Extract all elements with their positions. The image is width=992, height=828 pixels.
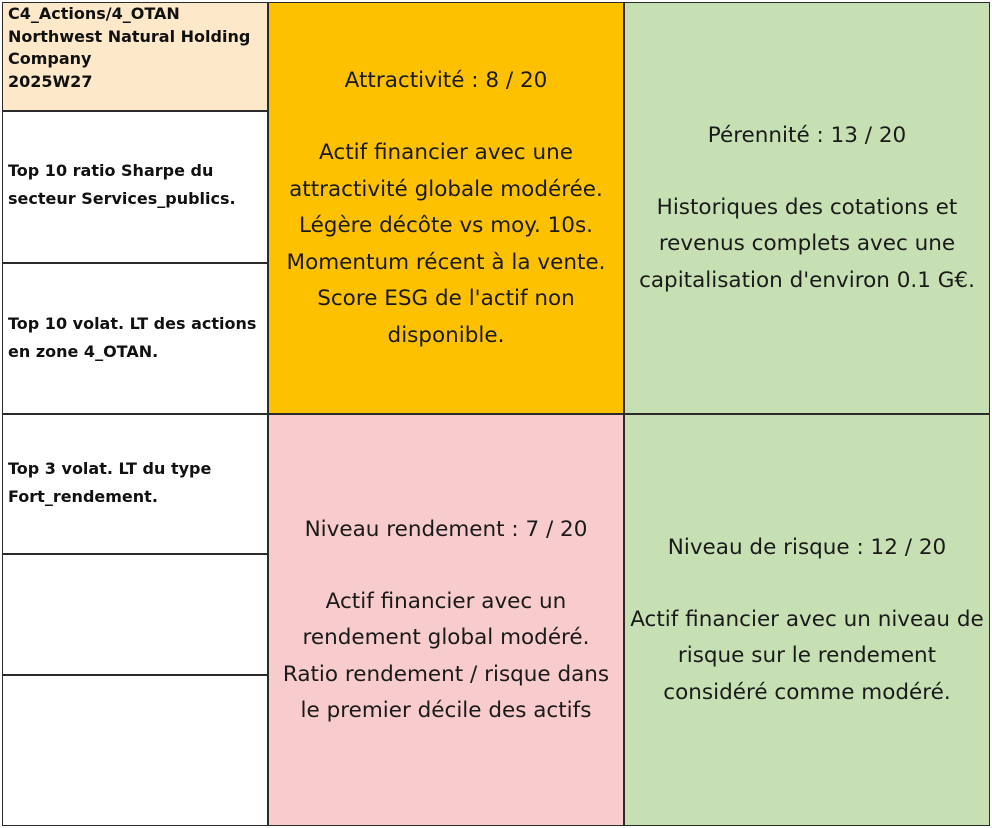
attractivite-card	[268, 2, 624, 414]
ranking-text-line: Top 3 volat. LT du type	[8, 459, 212, 478]
ranking-text-line: Fort_rendement.	[8, 487, 158, 506]
perennite-score: Pérennité : 13 / 20	[707, 122, 907, 148]
perennite-description: Historiques des cotations et revenus complets avec une capitalisation d'environ 0.1 G€.	[639, 194, 975, 293]
asset-name-line-2: Company	[8, 49, 92, 68]
ranking-text-line: secteur Services_publics.	[8, 189, 236, 208]
attractivite-description: Actif financier avec une attractivité globale modérée. Légère décôte vs moy. 10s. Momentum récent à la vente. Score ESG de l'actif non disponible.	[286, 140, 606, 348]
rendement-score: Niveau rendement : 7 / 20	[304, 516, 588, 542]
asset-category: C4_Actions/4_OTAN	[8, 4, 180, 23]
ranking-row-volatility-zone	[2, 263, 268, 414]
asset-name-line-1: Northwest Natural Holding	[8, 26, 251, 46]
ranking-row-empty-2	[2, 675, 268, 826]
ranking-text-line: Top 10 ratio Sharpe du	[8, 161, 214, 180]
attractivite-score: Attractivité : 8 / 20	[344, 68, 548, 93]
risque-card	[624, 414, 990, 826]
rendement-description: Actif financier avec un rendement global modéré. Ratio rendement / risque dans le premier décile des actifs	[282, 588, 610, 723]
ranking-row-sharpe	[2, 111, 268, 263]
risque-score: Niveau de risque : 12 / 20	[667, 534, 947, 560]
ranking-row-empty-1	[2, 554, 268, 675]
asset-week: 2025W27	[8, 71, 93, 91]
perennite-card	[624, 2, 990, 414]
ranking-text-line: Top 10 volat. LT des actions	[8, 314, 257, 333]
rendement-card	[268, 414, 624, 826]
ranking-text-line: en zone 4_OTAN.	[8, 342, 159, 361]
asset-header	[2, 2, 268, 111]
risque-description: Actif financier avec un niveau de risque sur le rendement considéré comme modéré.	[630, 606, 984, 705]
ranking-row-volatility-type	[2, 414, 268, 554]
